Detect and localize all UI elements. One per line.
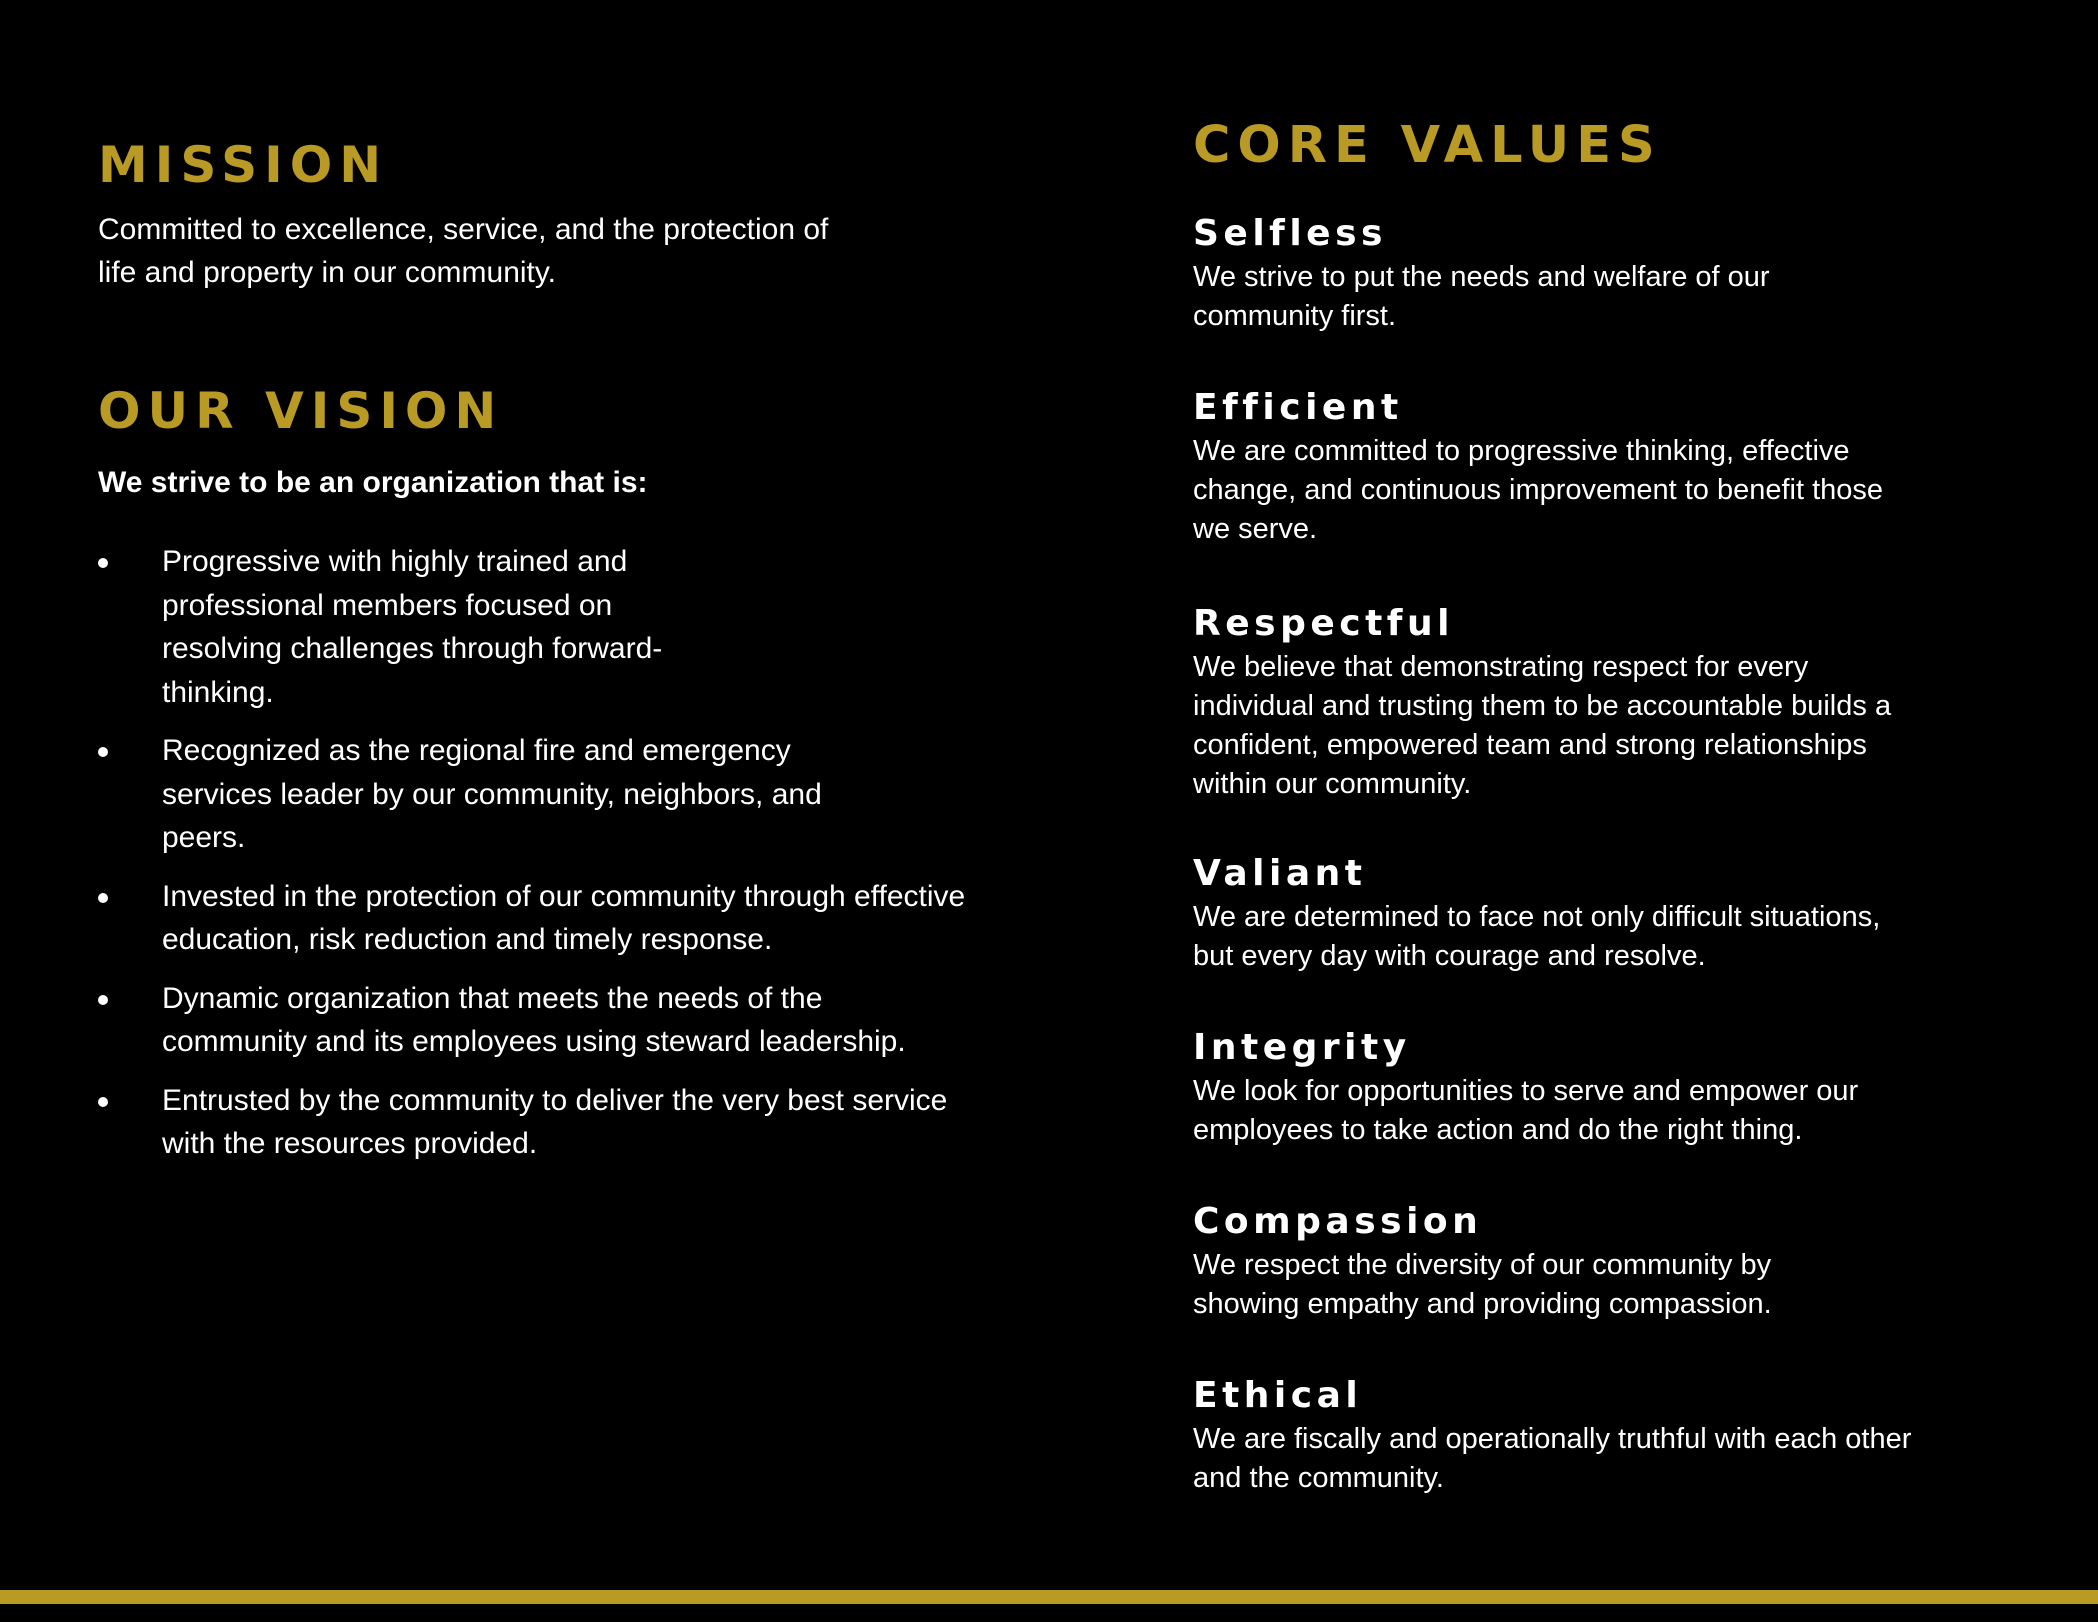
vision-list-item xyxy=(98,875,982,962)
core-value-desc: We look for opportunities to serve and empower our employees to take action and do the right thing. xyxy=(1193,1075,1859,1146)
core-value xyxy=(1193,1372,1983,1546)
core-value xyxy=(1193,210,1983,384)
vision-item-text: Recognized as the regional fire and emergency services leader by our community, neighbors, and peers. xyxy=(162,734,822,854)
core-value-title: Ethical xyxy=(1193,1375,1363,1416)
vision-item-text: Progressive with highly trained and professional members focused on resolving challenges through forward-thinking. xyxy=(162,545,663,709)
core-value-desc: We believe that demonstrating respect for every individual and trusting them to be accountable builds a confident, empowered team and strong relationships within our community. xyxy=(1193,651,1892,800)
vision-list xyxy=(98,540,978,1181)
core-value xyxy=(1193,1024,1983,1198)
core-value-title: Respectful xyxy=(1193,603,1454,644)
core-values-list xyxy=(1193,210,1983,1546)
bullet-icon xyxy=(98,893,108,903)
vision-list-item xyxy=(98,977,952,1064)
core-value xyxy=(1193,1198,1983,1372)
bullet-icon xyxy=(98,747,108,757)
core-value-title: Efficient xyxy=(1193,387,1403,428)
vision-heading: OUR VISION xyxy=(98,382,504,440)
core-value-title: Integrity xyxy=(1193,1027,1411,1068)
vision-item-text: Dynamic organization that meets the needs of the community and its employees using steward leadership. xyxy=(162,981,906,1058)
bottom-divider xyxy=(0,1590,2098,1604)
vision-list-item xyxy=(98,1079,977,1166)
core-value xyxy=(1193,600,1983,850)
core-value-title: Valiant xyxy=(1193,853,1367,894)
vision-intro: We strive to be an organization that is: xyxy=(98,466,648,499)
core-value-desc: We strive to put the needs and welfare of our community first. xyxy=(1193,261,1770,332)
mission-text: Committed to excellence, service, and the protection of life and property in our community. xyxy=(98,213,829,289)
vision-item-text: Entrusted by the community to deliver the very best service with the resources provided. xyxy=(162,1083,948,1160)
bullet-icon xyxy=(98,1097,108,1107)
core-values-heading: CORE VALUES xyxy=(1193,116,1662,175)
vision-item-text: Invested in the protection of our community through effective education, risk reduction and timely response. xyxy=(162,879,966,956)
core-value-desc: We are fiscally and operationally truthful with each other and the community. xyxy=(1193,1423,1912,1494)
bullet-icon xyxy=(98,558,108,568)
mission-heading: MISSION xyxy=(98,136,389,194)
vision-list-item xyxy=(98,729,882,860)
core-value-title: Selfless xyxy=(1193,213,1387,254)
core-value-desc: We are determined to face not only difficult situations, but every day with courage and resolve. xyxy=(1193,901,1881,972)
core-value-desc: We are committed to progressive thinking, effective change, and continuous improvement to benefit those we serve. xyxy=(1193,435,1884,545)
core-value-desc: We respect the diversity of our community by showing empathy and providing compassion. xyxy=(1193,1249,1772,1320)
core-value-title: Compassion xyxy=(1193,1201,1483,1242)
core-value xyxy=(1193,850,1983,1024)
bullet-icon xyxy=(98,995,108,1005)
core-value xyxy=(1193,384,1983,600)
vision-list-item xyxy=(98,540,702,714)
